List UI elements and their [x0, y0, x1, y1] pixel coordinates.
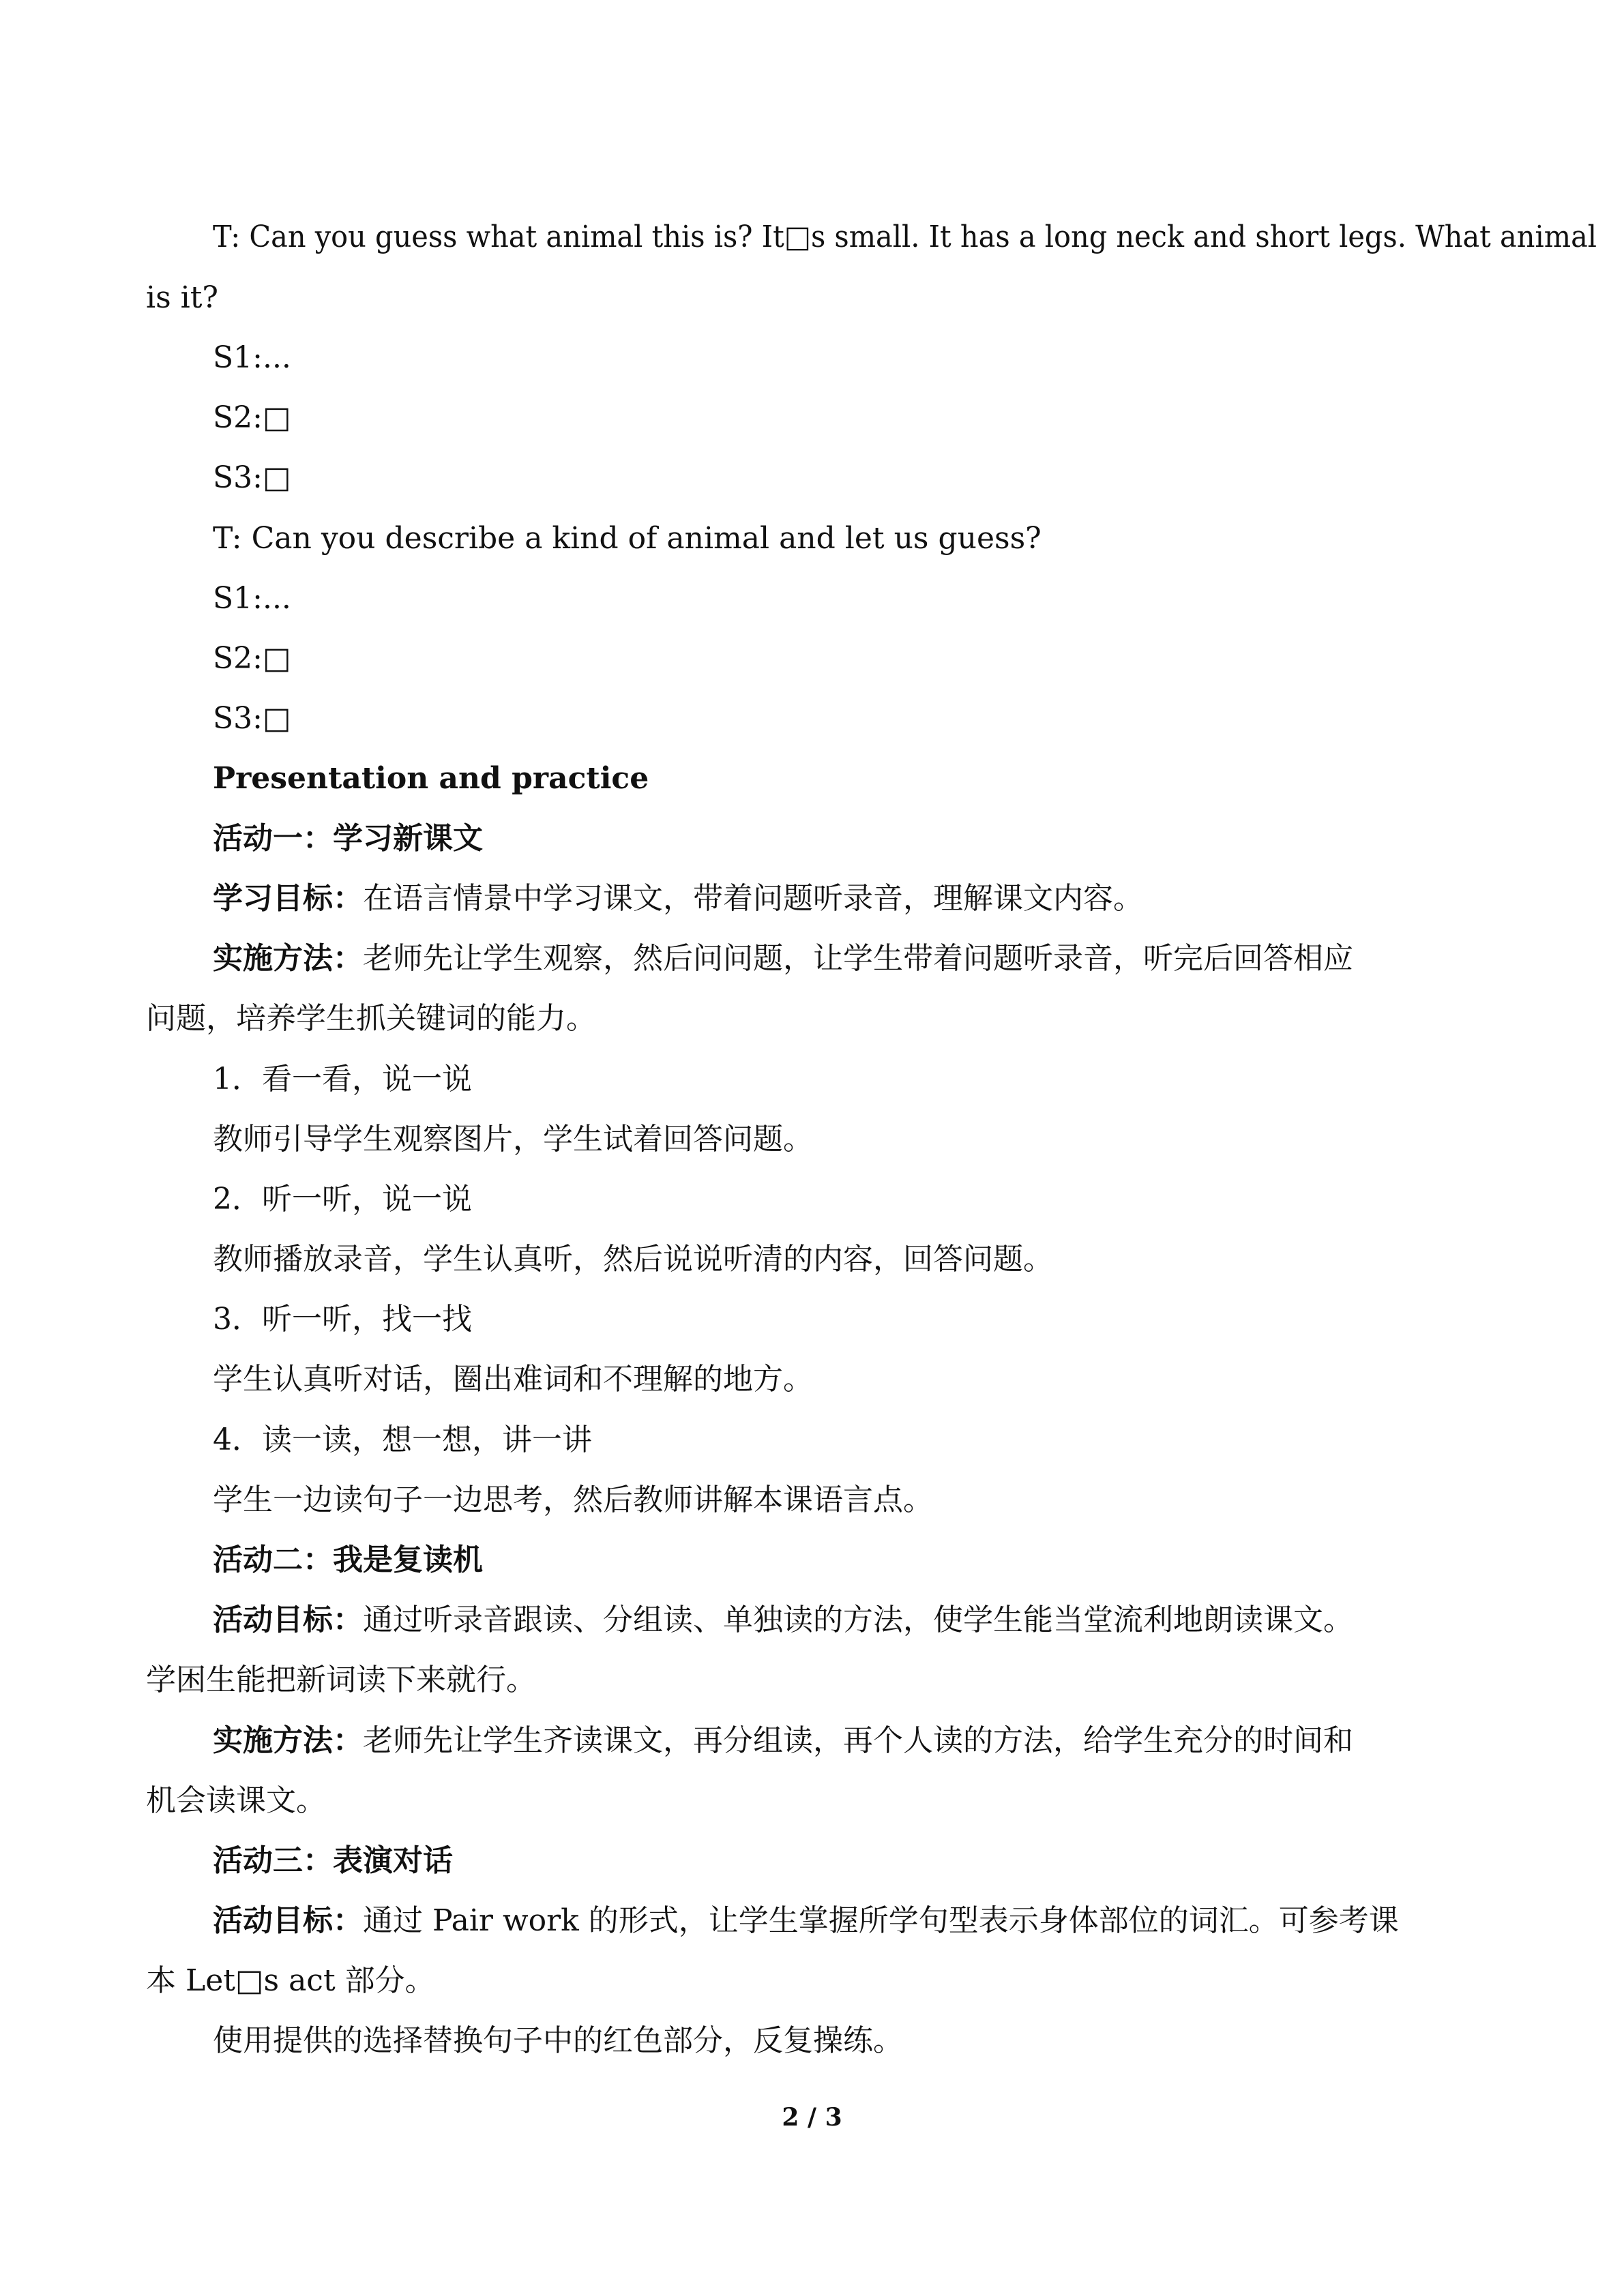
activity-1-method-label: 实施方法：: [213, 941, 363, 976]
activity-3-goal-continued: 本 Let□s act 部分。: [146, 1963, 435, 1998]
page-number: 2 / 3: [782, 2103, 842, 2132]
activity-1-method-text: 老师先让学生观察，然后问问题，让学生带着问题听录音，听完后回答相应: [363, 941, 1353, 976]
activity-1-title: 活动一：学习新课文: [213, 821, 483, 856]
student-1-response: S1:...: [213, 581, 291, 616]
activity-2-method-text: 老师先让学生齐读课文，再分组读，再个人读的方法，给学生充分的时间和: [363, 1723, 1353, 1758]
activity-2-goal-label: 活动目标：: [213, 1602, 363, 1637]
step-4-heading: 4．读一读，想一想，讲一讲: [213, 1422, 592, 1457]
activity-2-title: 活动二：我是复读机: [213, 1542, 483, 1577]
activity-1-goal-text: 在语言情景中学习课文，带着问题听录音，理解课文内容。: [363, 881, 1143, 916]
activity-3-title: 活动三：表演对话: [213, 1843, 453, 1878]
activity-1-goal-label: 学习目标：: [213, 881, 363, 916]
activity-3-goal-label: 活动目标：: [213, 1903, 363, 1938]
student-2-response: S2:□: [213, 641, 291, 676]
step-2-heading: 2．听一听，说一说: [213, 1182, 472, 1217]
step-3-body: 学生认真听对话，圈出难词和不理解的地方。: [213, 1362, 813, 1397]
activity-2-goal-text: 通过听录音跟读、分组读、单独读的方法，使学生能当堂流利地朗读课文。: [363, 1602, 1353, 1637]
activity-2-method-continued: 机会读课文。: [146, 1783, 326, 1818]
step-1-body: 教师引导学生观察图片，学生试着回答问题。: [213, 1122, 813, 1157]
step-4-body: 学生一边读句子一边思考，然后教师讲解本课语言点。: [213, 1482, 933, 1517]
step-1-heading: 1．看一看，说一说: [213, 1062, 472, 1097]
student-1-answer: S1:...: [213, 340, 291, 375]
activity-3-practice: 使用提供的选择替换句子中的红色部分，反复操练。: [213, 2023, 903, 2058]
teacher-question-line-2: is it?: [146, 280, 218, 315]
student-3-answer: S3:□: [213, 460, 291, 495]
teacher-describe-prompt: T: Can you describe a kind of animal and let us guess?: [213, 521, 1042, 556]
student-2-answer: S2:□: [213, 400, 291, 435]
activity-3-goal: [213, 1900, 1399, 1941]
activity-2-goal: [213, 1600, 1353, 1641]
activity-2-method: [213, 1720, 1353, 1761]
activity-2-method-label: 实施方法：: [213, 1723, 363, 1758]
activity-1-method: [213, 938, 1353, 979]
activity-1-goal: [213, 878, 1143, 919]
activity-2-goal-continued: 学困生能把新词读下来就行。: [146, 1663, 536, 1697]
student-3-response: S3:□: [213, 701, 291, 736]
teacher-question-line-1: T: Can you guess what animal this is? It□s small. It has a long neck and short legs. What animal: [213, 220, 1597, 254]
step-2-body: 教师播放录音，学生认真听，然后说说听清的内容，回答问题。: [213, 1242, 1053, 1277]
section-heading: Presentation and practice: [213, 761, 649, 796]
activity-1-method-continued: 问题，培养学生抓关键词的能力。: [146, 1001, 596, 1036]
activity-3-goal-text: 通过 Pair work 的形式，让学生掌握所学句型表示身体部位的词汇。可参考课: [363, 1903, 1399, 1938]
step-3-heading: 3．听一听，找一找: [213, 1302, 472, 1337]
